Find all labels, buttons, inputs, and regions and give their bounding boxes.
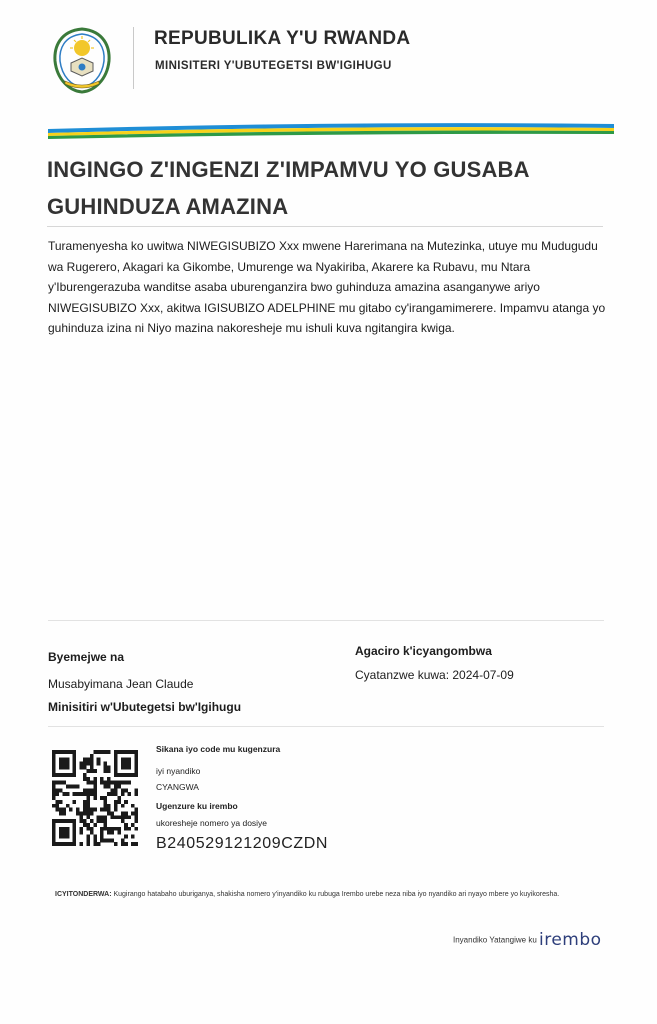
qr-code-icon — [52, 750, 138, 846]
footer-attribution — [453, 930, 602, 950]
ministry-name: MINISITERI Y'UBUTEGETSI BW'IGIHUGU — [155, 60, 392, 72]
document-label: iyi nyandiko — [156, 766, 201, 776]
notice-text — [55, 887, 595, 903]
generated-by-label: Inyandiko Yatangiwe ku — [453, 935, 539, 945]
approved-by-label: Byemejwe na — [48, 650, 125, 664]
document-body: Turamenyesha ko uwitwa NIWEGISUBIZO Xxx mwene Harerimana na Mutezinka, utuye mu Mudugudu wa Rugerero, Akagari ka Gikombe, Umurenge wa Nyakiriba, Akarere ka Rubavu, mu Ntara y'Iburengerazuba wanditse asaba uburenganzira bwo guhinduza amazina asanganywe ariyo NIWEGISUBIZO Xxx, akitwa IGISUBIZO ADELPHINE mu gitabo cy'irangamimerere. Impamvu atanga yo guhinduza izina ni Niyo mazina nakoresheje mu ishuli kuva ngitangira kwiga. — [48, 239, 606, 335]
flag-stripe-bar — [48, 118, 614, 142]
section-divider — [48, 620, 604, 621]
notice-label: ICYITONDERWA: — [55, 891, 112, 898]
scan-instruction: Sikana iyo code mu kugenzura — [156, 744, 281, 754]
signature-divider — [48, 726, 604, 727]
validity-label: Agaciro k'icyangombwa — [355, 644, 492, 658]
file-number-instruction: ukoresheje nomero ya dosiye — [156, 818, 268, 828]
document-title: INGINGO Z'INGENZI Z'IMPAMVU YO GUSABA GUHINDUZA AMAZINA — [47, 157, 529, 219]
rwanda-coat-of-arms-icon — [50, 25, 114, 95]
signature-block — [48, 650, 242, 714]
irembo-instruction: Ugenzure ku irembo — [156, 801, 238, 811]
republic-title: REPUBULIKA Y'U RWANDA — [154, 28, 411, 49]
irembo-logo: irembo — [538, 930, 602, 950]
issued-date: Cyatanzwe kuwa: 2024-07-09 — [355, 668, 514, 682]
file-reference-number: B240529121209CZDN — [156, 835, 329, 852]
validity-block — [355, 644, 514, 682]
signer-name: Musabyimana Jean Claude — [48, 677, 194, 691]
notice-body: Kugirango hatabaho uburiganya, shakisha nomero y'inyandiko ku rubuga Irembo urebe neza niba iyo nyandiko ari nyayo mbere yo kuyikoresha. — [111, 891, 560, 898]
title-divider — [47, 226, 603, 227]
signer-role: Minisitiri w'Ubutegetsi bw'Igihugu — [48, 700, 242, 714]
header-divider — [133, 27, 134, 89]
or-label: CYANGWA — [156, 782, 199, 792]
